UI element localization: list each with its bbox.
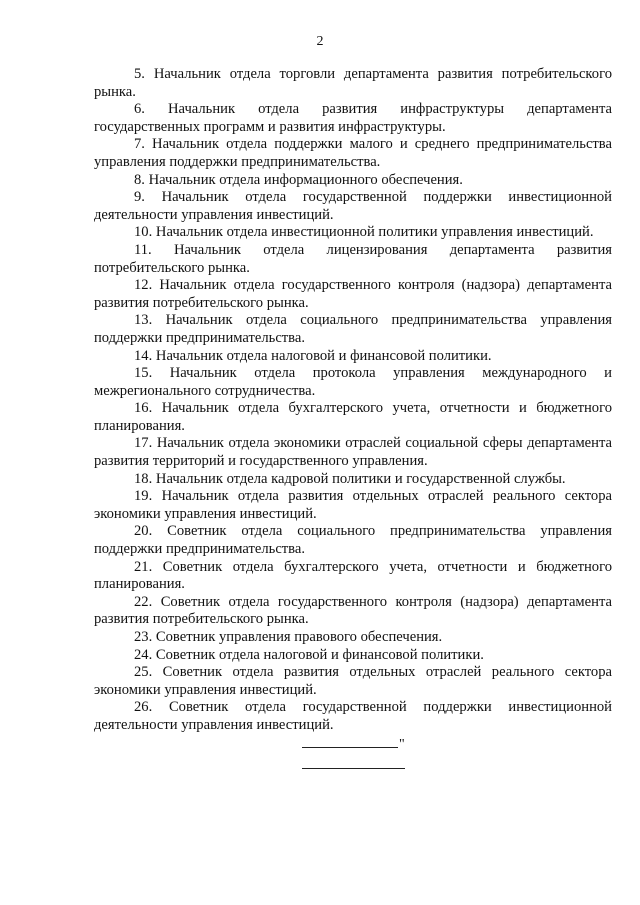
list-item: [94, 66, 612, 101]
list-item-number: 21.: [134, 558, 153, 575]
closing-underline: [302, 747, 398, 748]
list-item-text: Начальник отдела бухгалтерского учета, отчетности и бюджетного планирования.: [94, 400, 612, 434]
list-item-text: Начальник отдела торговли департамента развития потребительского рынка.: [94, 66, 612, 100]
list-item: [94, 224, 612, 242]
list-item-text: Начальник отдела налоговой и финансовой политики.: [155, 347, 492, 364]
closing-mark: [302, 738, 408, 778]
list-item-text: Начальник отдела кадровой политики и государственной службы.: [155, 470, 566, 487]
list-item-text: Советник отдела налоговой и финансовой политики.: [155, 646, 484, 663]
list-item-number: 11.: [134, 241, 152, 258]
list-item: [94, 136, 612, 171]
list-item: [94, 101, 612, 136]
list-item-number: 13.: [134, 312, 153, 329]
list-item: [94, 594, 612, 629]
list-item: [94, 523, 612, 558]
list-item-number: 20.: [134, 523, 153, 540]
page-number: 2: [316, 34, 324, 49]
list-item-number: 24.: [134, 646, 153, 663]
list-item-text: Начальник отдела протокола управления международного и межрегионального сотрудничества.: [94, 365, 612, 399]
list-item-text: Начальник отдела информационного обеспечения.: [148, 171, 463, 188]
list-item: [94, 189, 612, 224]
list-item-text: Начальник отдела лицензирования департамента развития потребительского рынка.: [94, 241, 612, 276]
list-item: [94, 242, 612, 277]
list-item-text: Начальник отдела государственного контроля (надзора) департамента развития потребительского рынка.: [94, 277, 612, 311]
list-item-number: 12.: [134, 277, 153, 294]
list-item-number: 18.: [134, 470, 153, 487]
list-item-text: Начальник отдела поддержки малого и среднего предпринимательства управления поддержки предпринимательства.: [94, 136, 612, 170]
list-item: [94, 629, 612, 647]
list-item: [94, 559, 612, 594]
list-item-number: 8.: [134, 171, 145, 188]
list-item-number: 23.: [134, 629, 153, 645]
closing-separator-line: [302, 768, 405, 769]
list-item-text: Советник отдела развития отдельных отраслей реального сектора экономики управления инвестиций.: [94, 664, 612, 698]
list-item-number: 25.: [134, 664, 153, 681]
list-item: [94, 664, 612, 699]
list-item-number: 9.: [134, 189, 145, 206]
list-item: [94, 172, 612, 190]
list-item-number: 15.: [134, 365, 153, 382]
list-item: [94, 471, 612, 489]
list-item-number: 16.: [134, 400, 153, 417]
list-item-text: Советник отдела государственной поддержки инвестиционной деятельности управления инвестиций.: [94, 699, 612, 733]
list-item-number: 6.: [134, 101, 145, 118]
list-item: [94, 488, 612, 523]
list-item-text: Советник отдела государственного контроля (надзора) департамента развития потребительского рынка.: [94, 593, 612, 628]
list-item: [94, 400, 612, 435]
list-item-number: 14.: [134, 347, 153, 364]
list-item-number: 5.: [134, 66, 145, 82]
list-item-text: Начальник отдела развития инфраструктуры департамента государственных программ и развития инфраструктуры.: [94, 101, 612, 135]
list-item: [94, 312, 612, 347]
list-item: [94, 647, 612, 665]
list-item-text: Советник отдела социального предпринимательства управления поддержки предпринимательства.: [94, 523, 612, 558]
list-item-text: Начальник отдела экономики отраслей социальной сферы департамента развития территорий и государственного управления.: [94, 435, 613, 470]
list-item-number: 7.: [134, 136, 145, 153]
list-item: [94, 435, 612, 470]
list-item-text: Начальник отдела инвестиционной политики управления инвестиций.: [155, 224, 594, 241]
list-item-text: Начальник отдела государственной поддержки инвестиционной деятельности управления инвестиций.: [94, 189, 612, 223]
list-item-text: Советник отдела бухгалтерского учета, отчетности и бюджетного планирования.: [94, 558, 612, 593]
list-item: [94, 348, 612, 366]
list-item-text: Начальник отдела социального предпринимательства управления поддержки предпринимательства.: [94, 312, 612, 346]
position-list: [94, 66, 612, 735]
list-item-number: 19.: [134, 488, 153, 505]
list-item: [94, 699, 612, 734]
list-item-number: 17.: [134, 435, 153, 452]
list-item-text: Начальник отдела развития отдельных отраслей реального сектора экономики управления инвестиций.: [94, 488, 612, 522]
list-item-number: 22.: [134, 593, 153, 610]
closing-quote: ": [399, 737, 405, 752]
list-item: [94, 277, 612, 312]
list-item: [94, 365, 612, 400]
list-item-text: Советник управления правового обеспечения.: [155, 629, 443, 645]
list-item-number: 10.: [134, 224, 153, 241]
list-item-number: 26.: [134, 699, 153, 716]
